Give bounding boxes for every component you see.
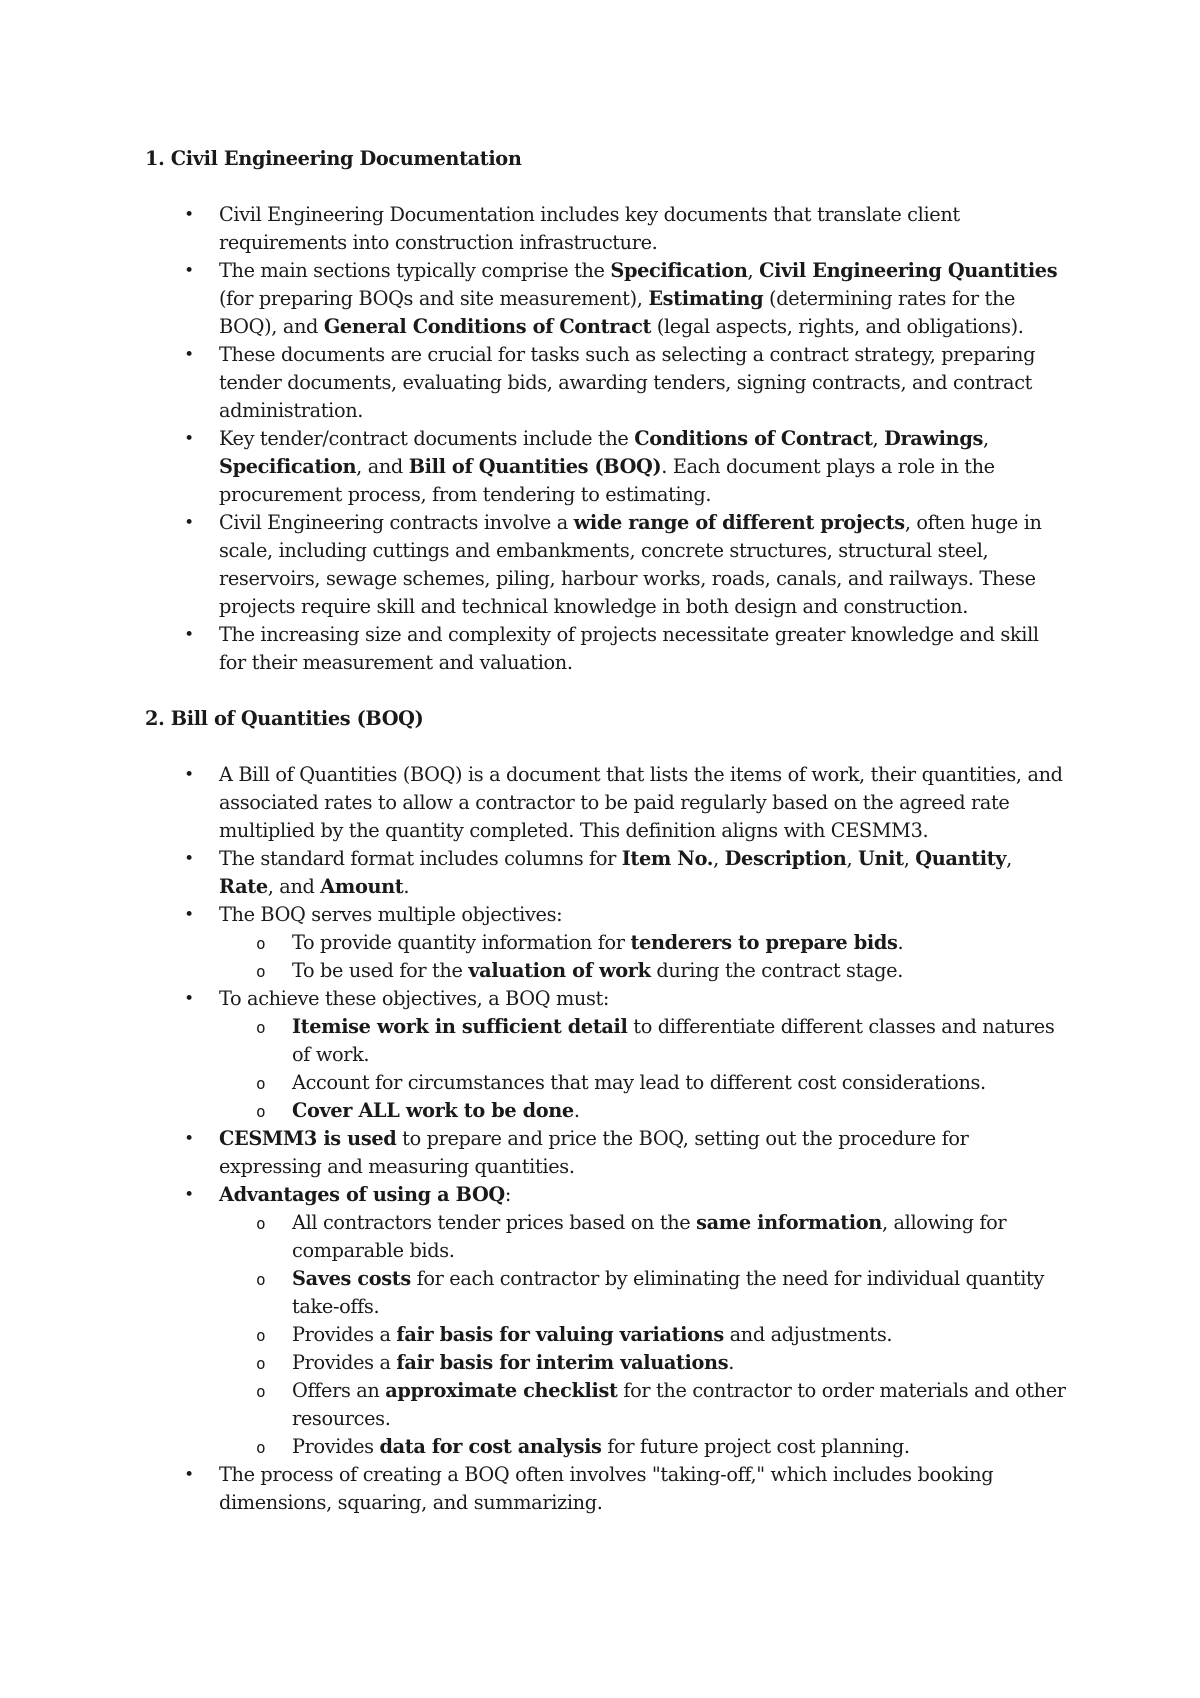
list-item-text: Provides data for cost analysis for future project cost planning. xyxy=(292,1435,910,1458)
bold-phrase: Description xyxy=(724,847,847,870)
bold-phrase: Item No. xyxy=(621,847,714,870)
sub-list-item xyxy=(256,1433,1070,1461)
list-item-text: Advantages of using a BOQ: xyxy=(219,1183,512,1206)
bold-phrase: Drawings xyxy=(884,427,983,450)
list-item xyxy=(184,845,1070,901)
list-item-text: A Bill of Quantities (BOQ) is a document that lists the items of work, their quantities, and associated rates to allow a contractor to be paid regularly based on the agreed rate multiplied by the quantity completed. This definition aligns with CESMM3. xyxy=(219,763,1063,842)
section-1-list xyxy=(145,201,1070,677)
list-item xyxy=(184,201,1070,257)
bullet-icon: • xyxy=(184,261,194,281)
bold-phrase: Advantages of using a BOQ xyxy=(219,1183,505,1206)
list-item xyxy=(184,257,1070,341)
bold-phrase: data for cost analysis xyxy=(379,1435,602,1458)
bold-phrase: Rate xyxy=(219,875,268,898)
bullet-icon: • xyxy=(184,1465,194,1485)
sub-list-item xyxy=(256,1013,1070,1069)
list-item xyxy=(184,761,1070,845)
list-item-text: Key tender/contract documents include the Conditions of Contract, Drawings, Specification, and Bill of Quantities (BOQ). Each document plays a role in the procurement process, from tendering to estimating. xyxy=(219,427,995,506)
bold-phrase: General Conditions of Contract xyxy=(323,315,652,338)
list-item xyxy=(184,901,1070,985)
list-item-text: Cover ALL work to be done. xyxy=(292,1099,580,1122)
bold-phrase: Specification xyxy=(610,259,748,282)
bold-phrase: Estimating xyxy=(648,287,764,310)
list-item-text: The BOQ serves multiple objectives: xyxy=(219,903,563,926)
sub-list-item xyxy=(256,1265,1070,1321)
bold-phrase: Bill of Quantities (BOQ) xyxy=(408,455,662,478)
list-item-text: Provides a fair basis for valuing variations and adjustments. xyxy=(292,1323,893,1346)
sub-list-item xyxy=(256,929,1070,957)
bullet-icon: • xyxy=(184,765,194,785)
bullet-icon: • xyxy=(184,989,194,1009)
sub-bullet-icon: o xyxy=(256,1382,266,1401)
list-item-text: These documents are crucial for tasks such as selecting a contract strategy, preparing tender documents, evaluating bids, awarding tenders, signing contracts, and contract administration. xyxy=(219,343,1036,422)
bold-phrase: tenderers to prepare bids xyxy=(630,931,898,954)
sub-bullet-icon: o xyxy=(256,1074,266,1093)
sub-list-item xyxy=(256,1097,1070,1125)
bold-phrase: Itemise work in sufficient detail xyxy=(292,1015,628,1038)
list-item xyxy=(184,509,1070,621)
list-item xyxy=(184,1125,1070,1181)
list-item xyxy=(184,1181,1070,1461)
bullet-icon: • xyxy=(184,345,194,365)
bold-phrase: CESMM3 is used xyxy=(219,1127,397,1150)
section-1-heading: 1. Civil Engineering Documentation xyxy=(145,147,522,170)
bold-phrase: approximate checklist xyxy=(385,1379,618,1402)
bold-phrase: Cover ALL work to be done xyxy=(292,1099,574,1122)
bullet-icon: • xyxy=(184,625,194,645)
sub-bullet-icon: o xyxy=(256,934,266,953)
list-item-text: The standard format includes columns for Item No., Description, Unit, Quantity, Rate, and Amount. xyxy=(219,847,1012,898)
bold-phrase: fair basis for interim valuations xyxy=(396,1351,729,1374)
sub-list-item xyxy=(256,1349,1070,1377)
list-item xyxy=(184,621,1070,677)
sub-list-item xyxy=(256,1209,1070,1265)
list-item-text: CESMM3 is used to prepare and price the BOQ, setting out the procedure for expressing and measuring quantities. xyxy=(219,1127,969,1178)
sub-bullet-icon: o xyxy=(256,1326,266,1345)
sub-list-item xyxy=(256,957,1070,985)
bold-phrase: Amount xyxy=(320,875,404,898)
section-2-heading: 2. Bill of Quantities (BOQ) xyxy=(145,707,424,730)
list-item-text: The main sections typically comprise the Specification, Civil Engineering Quantities (for preparing BOQs and site measurement), Estimating (determining rates for the BOQ), and General Conditions of Contract (legal aspects, rights, and obligations). xyxy=(219,259,1058,338)
list-item-text: To achieve these objectives, a BOQ must: xyxy=(219,987,610,1010)
bullet-icon: • xyxy=(184,1129,194,1149)
list-item-text: All contractors tender prices based on the same information, allowing for comparable bids. xyxy=(292,1211,1007,1262)
sub-bullet-icon: o xyxy=(256,962,266,981)
sub-list-item xyxy=(256,1321,1070,1349)
list-item-text: Account for circumstances that may lead to different cost considerations. xyxy=(292,1071,986,1094)
list-item xyxy=(184,1461,1070,1517)
bullet-icon: • xyxy=(184,905,194,925)
bold-phrase: Saves costs xyxy=(292,1267,411,1290)
list-item-text: To be used for the valuation of work during the contract stage. xyxy=(292,959,903,982)
sub-list-item xyxy=(256,1069,1070,1097)
sub-list xyxy=(219,1209,1070,1461)
section-2-list xyxy=(145,761,1070,1517)
bullet-icon: • xyxy=(184,849,194,869)
bullet-icon: • xyxy=(184,513,194,533)
bold-phrase: fair basis for valuing variations xyxy=(396,1323,724,1346)
bullet-icon: • xyxy=(184,429,194,449)
list-item-text: Itemise work in sufficient detail to differentiate different classes and natures of work. xyxy=(292,1015,1055,1066)
sub-bullet-icon: o xyxy=(256,1438,266,1457)
bold-phrase: Civil Engineering Quantities xyxy=(759,259,1058,282)
list-item-text: Saves costs for each contractor by eliminating the need for individual quantity take-offs. xyxy=(292,1267,1045,1318)
bold-phrase: wide range of different projects xyxy=(573,511,905,534)
list-item-text: The increasing size and complexity of projects necessitate greater knowledge and skill for their measurement and valuation. xyxy=(219,623,1039,674)
sub-list xyxy=(219,1013,1070,1125)
bold-phrase: valuation of work xyxy=(468,959,651,982)
list-item-text: The process of creating a BOQ often involves "taking-off," which includes booking dimensions, squaring, and summarizing. xyxy=(219,1463,994,1514)
document-body xyxy=(145,145,1070,1517)
sub-bullet-icon: o xyxy=(256,1214,266,1233)
sub-bullet-icon: o xyxy=(256,1102,266,1121)
list-item-text: Civil Engineering Documentation includes key documents that translate client requirements into construction infrastructure. xyxy=(219,203,960,254)
sub-bullet-icon: o xyxy=(256,1270,266,1289)
list-item xyxy=(184,341,1070,425)
bold-phrase: same information xyxy=(696,1211,882,1234)
bold-phrase: Quantity xyxy=(915,847,1007,870)
sub-bullet-icon: o xyxy=(256,1018,266,1037)
sub-list xyxy=(219,929,1070,985)
bold-phrase: Specification xyxy=(219,455,357,478)
list-item xyxy=(184,425,1070,509)
list-item-text: Provides a fair basis for interim valuations. xyxy=(292,1351,734,1374)
list-item-text: Civil Engineering contracts involve a wide range of different projects, often huge in scale, including cuttings and embankments, concrete structures, structural steel, reservoirs, sewage schemes, piling, harbour works, roads, canals, and railways. These projects require skill and technical knowledge in both design and construction. xyxy=(219,511,1042,618)
list-item-text: Offers an approximate checklist for the contractor to order materials and other resources. xyxy=(292,1379,1066,1430)
bold-phrase: Conditions of Contract xyxy=(634,427,873,450)
bold-phrase: Unit xyxy=(858,847,904,870)
sub-list-item xyxy=(256,1377,1070,1433)
list-item-text: To provide quantity information for tenderers to prepare bids. xyxy=(292,931,904,954)
bullet-icon: • xyxy=(184,1185,194,1205)
list-item xyxy=(184,985,1070,1125)
sub-bullet-icon: o xyxy=(256,1354,266,1373)
bullet-icon: • xyxy=(184,205,194,225)
